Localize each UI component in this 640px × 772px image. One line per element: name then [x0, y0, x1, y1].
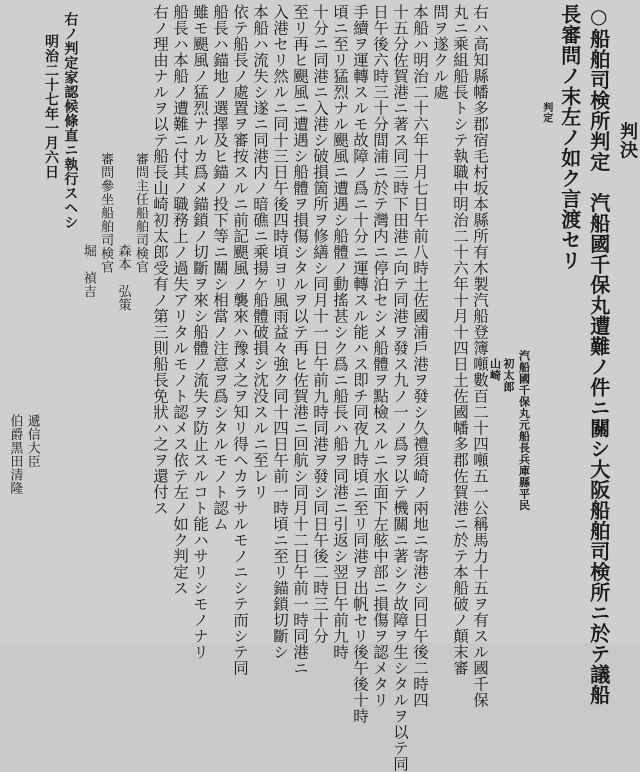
body-line-1: 右ハ高知縣幡多郡宿毛村坂本縣所有木製汽船登簿噸數百二十四噸五一公稱馬力十五ヲ有スル國千保 — [470, 4, 489, 708]
body-line-11: 入港セリ然ルニ同十三日午後四時頃ヨリ風雨益々強ク同十四日午前一時頃ニ至リ錨鎖切斷シ — [270, 4, 289, 660]
body-line-5: 十五分佐賀港ニ著ス同三時下田港ニ向テ同港ヲ發ス九ノ一ノ爲ヲ以テ機關ニ著シク故障ヲ生シタルヲ以テ同 — [390, 4, 409, 772]
case-label: 汽船國千保丸元船長兵庫縣平民 — [517, 350, 531, 511]
body-line-13: 依テ船長ノ處置ヲ審按スルニ前記颶風ノ襲來ハ豫メ之ヲ知リ得ヘカラサルモノニシテ而シテ同 — [230, 4, 249, 676]
title-line-1: ○船舶司検所判定 汽船國千保丸遭難ノ件ニ關シ大阪船舶司検所ニ於テ議船 — [586, 4, 611, 705]
name-line-1: 初太郎 — [502, 358, 515, 393]
sign-name: 森本 弘策 — [115, 244, 131, 312]
header: 判決 — [617, 122, 638, 159]
minister-name: 伯爵黑田清隆 — [7, 414, 23, 495]
minister-title: 遞信大臣 — [24, 414, 40, 468]
body-line-2: 丸ニ乘組船長トシテ執職中明治二十六年十月十四日土佐國幡多郡佐賀港ニ於テ本船破ノ顛末審 — [450, 4, 469, 676]
body-line-3: 問ヲ遂クル處 — [430, 4, 449, 100]
body-line-4: 本船ハ明治二十六年十月七日午前八時土佐國浦戶港ヲ發シ久禮須崎ノ兩地ニ寄港シ同日午後二時四 — [410, 4, 429, 708]
sign2-label: 審問參坐船舶司検官 — [98, 152, 114, 274]
trailer: 右ノ判定家認候條直ニ執行スヘシ — [62, 12, 79, 230]
sign-label: 審問主任船舶司検官 — [132, 152, 148, 274]
body-line-9: 十分ニ同港ニ入港シ破損箇所ヲ修繕シ同月十一日午前九時同港ヲ發シ同日午後二時三十分 — [310, 4, 329, 644]
body-line-8: 頃ニ至リ猛烈ナル颶風ニ遭遇シ船體ノ動搖甚シク爲ニ船長ハ船ヲ同港ニ引返シ翌日午前九時 — [330, 4, 349, 660]
name-line-2: 山崎 — [488, 358, 502, 381]
body-line-12: 本船ハ流失シ遂ニ同港内ノ暗礁ニ乘揚ケ船體破損シ沈没スルニ至レリ — [250, 4, 269, 500]
body-line-7: 手續ヲ運轉スルモ故障ノ爲ニ十分ニ運轉スル能ハス即チ同夜九時頃ニ至リ同港ヲ出帆セリ後午後十時 — [350, 4, 369, 724]
body-line-16: 船長ハ本船ノ遭難ニ付其ノ職務上ノ過失アリタルモノト認メス依テ左ノ如ク判定ス — [170, 4, 189, 596]
body-line-14: 船長ハ錨地ノ選擇及ヒ錨ノ投下等ニ關シ相當ノ注意ヲ爲シタルモノト認ム — [210, 4, 229, 532]
body-line-17: 右ノ理由ナルヲ以テ船長山崎初太郎受有ノ第三則船長免狀ハ之ヲ還付ス — [150, 4, 169, 516]
body-line-10: 至リ再ヒ颶風ニ遭遇シ船體ヲ損傷シタルヲ以テ再ヒ佐賀港ニ回航シ同月十二日午前一時同港ニ — [290, 4, 309, 676]
body-line-15: 雖モ颶風ノ猛烈ナルカ爲メ錨鎖ノ切斷ヲ來シ船體ノ流失ヲ防止スルコト能ハサリシモノナリ — [190, 4, 209, 660]
sign2-name: 堀 禎吉 — [80, 244, 96, 298]
title-line-2: 長審問ノ末左ノ如ク言渡セリ — [557, 4, 582, 271]
judgement-label: 判定 — [540, 102, 552, 123]
date: 明治二十七年一月六日 — [43, 34, 60, 179]
body-line-6: 日午後六時三十分間浦ニ於テ灣内ニ停泊セシメ船體ヲ點檢スルニ水面下左舷中部ニ損傷ヲ認メタリ — [370, 4, 389, 708]
